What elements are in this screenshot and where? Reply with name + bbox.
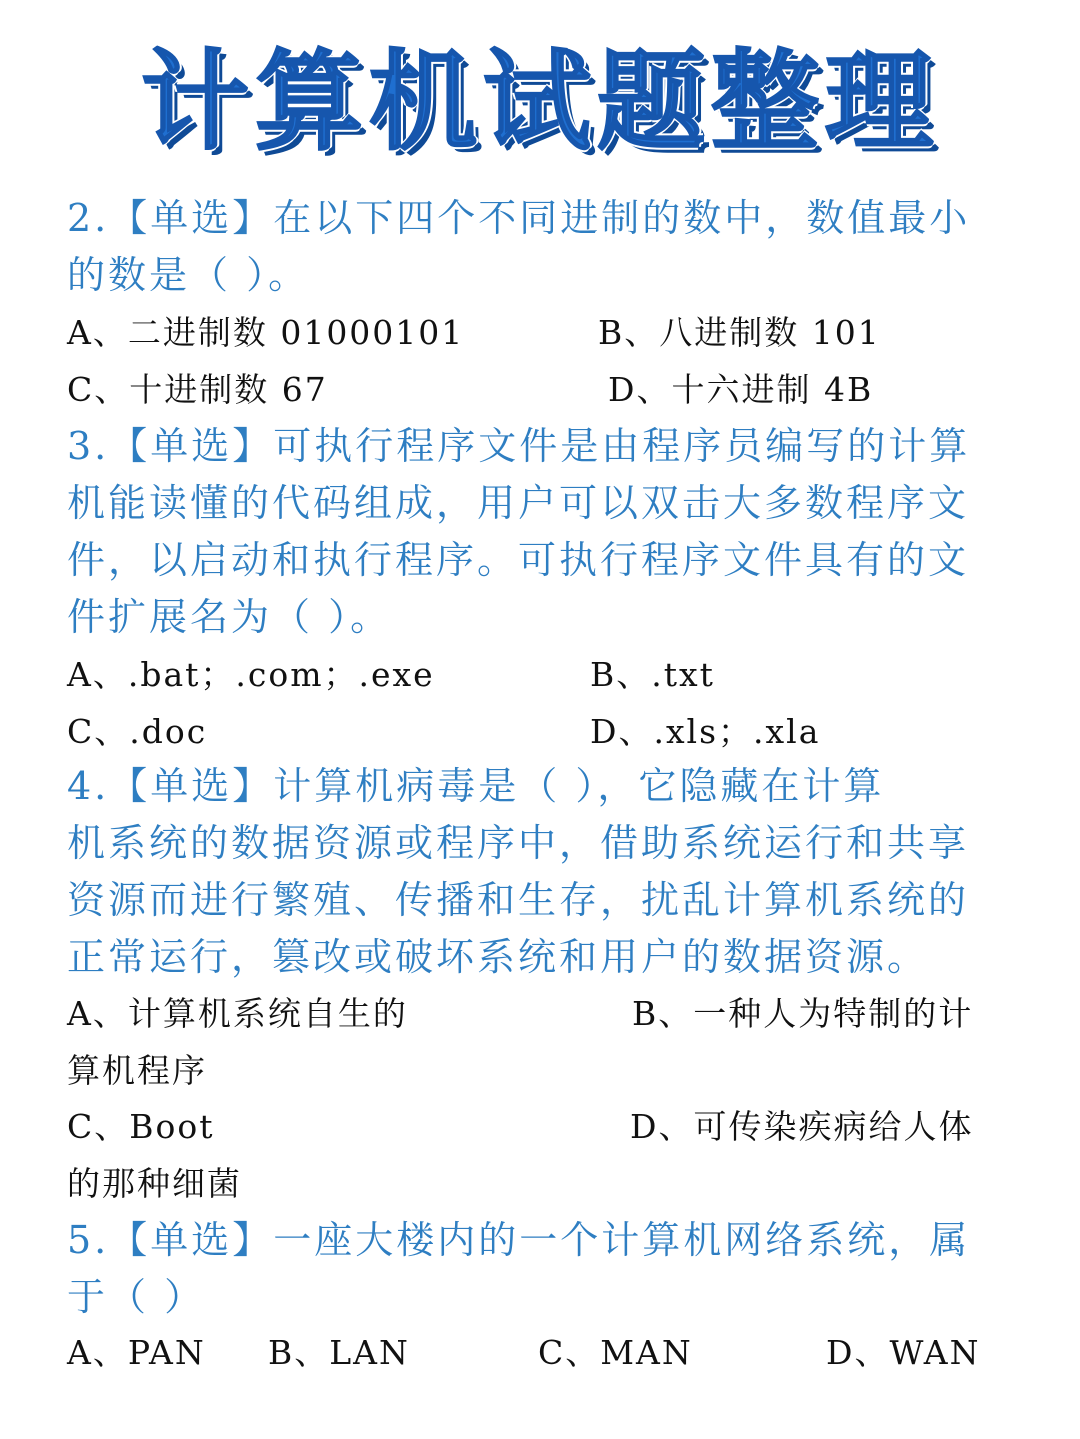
question-text-line: 的数是（ ）。 <box>67 253 310 297</box>
question-4-stem <box>67 758 1017 986</box>
question-text-line: 4.【单选】计算机病毒是（ ），它隐藏在计算 <box>67 764 885 808</box>
question-text-line: 2.【单选】在以下四个不同进制的数中，数值最小 <box>67 196 971 240</box>
question-2-stem <box>67 190 1017 304</box>
question-3-stem <box>67 418 1017 646</box>
question-5-option-b: B、LAN <box>268 1333 410 1372</box>
question-4-option-b-continued: 算机程序 <box>67 1051 207 1090</box>
question-4-option-c: C、Boot <box>67 1107 215 1146</box>
question-text-line: 3.【单选】可执行程序文件是由程序员编写的计算 <box>67 424 971 468</box>
question-3-option-d: D、.xls；.xla <box>590 712 821 751</box>
question-2-option-b: B、八进制数 101 <box>598 313 881 352</box>
question-5-option-c: C、MAN <box>538 1333 693 1372</box>
question-text-line: 资源而进行繁殖、传播和生存，扰乱计算机系统的 <box>67 878 970 922</box>
question-2-option-c: C、十进制数 67 <box>67 370 328 409</box>
question-4-option-d: D、可传染疾病给人体 <box>630 1107 974 1146</box>
question-4-option-d-continued: 的那种细菌 <box>67 1164 242 1203</box>
question-text-line: 机能读懂的代码组成，用户可以双击大多数程序文 <box>67 481 970 525</box>
question-text-line: 于（ ） <box>67 1275 206 1319</box>
question-text-line: 5.【单选】一座大楼内的一个计算机网络系统，属 <box>67 1218 971 1262</box>
question-5-option-d: D、WAN <box>826 1333 981 1372</box>
question-3-option-b: B、.txt <box>590 655 715 694</box>
question-3-option-a: A、.bat；.com；.exe <box>67 655 435 694</box>
question-2-option-a: A、二进制数 01000101 <box>67 313 465 352</box>
question-text-line: 件，以启动和执行程序。可执行程序文件具有的文 <box>67 538 970 582</box>
question-5-option-a: A、PAN <box>67 1333 206 1372</box>
question-text-line: 件扩展名为（ ）。 <box>67 595 392 639</box>
question-3-option-c: C、.doc <box>67 712 208 751</box>
question-text-line: 机系统的数据资源或程序中，借助系统运行和共享 <box>67 821 970 865</box>
page-title: 计算机试题整理 <box>140 40 939 165</box>
question-2-option-d: D、十六进制 4B <box>608 370 874 409</box>
question-4-option-a: A、计算机系统自生的 <box>67 994 408 1033</box>
question-5-stem <box>67 1212 1017 1326</box>
question-text-line: 正常运行，篡改或破坏系统和用户的数据资源。 <box>67 935 929 979</box>
question-4-option-b: B、一种人为特制的计 <box>632 994 974 1033</box>
